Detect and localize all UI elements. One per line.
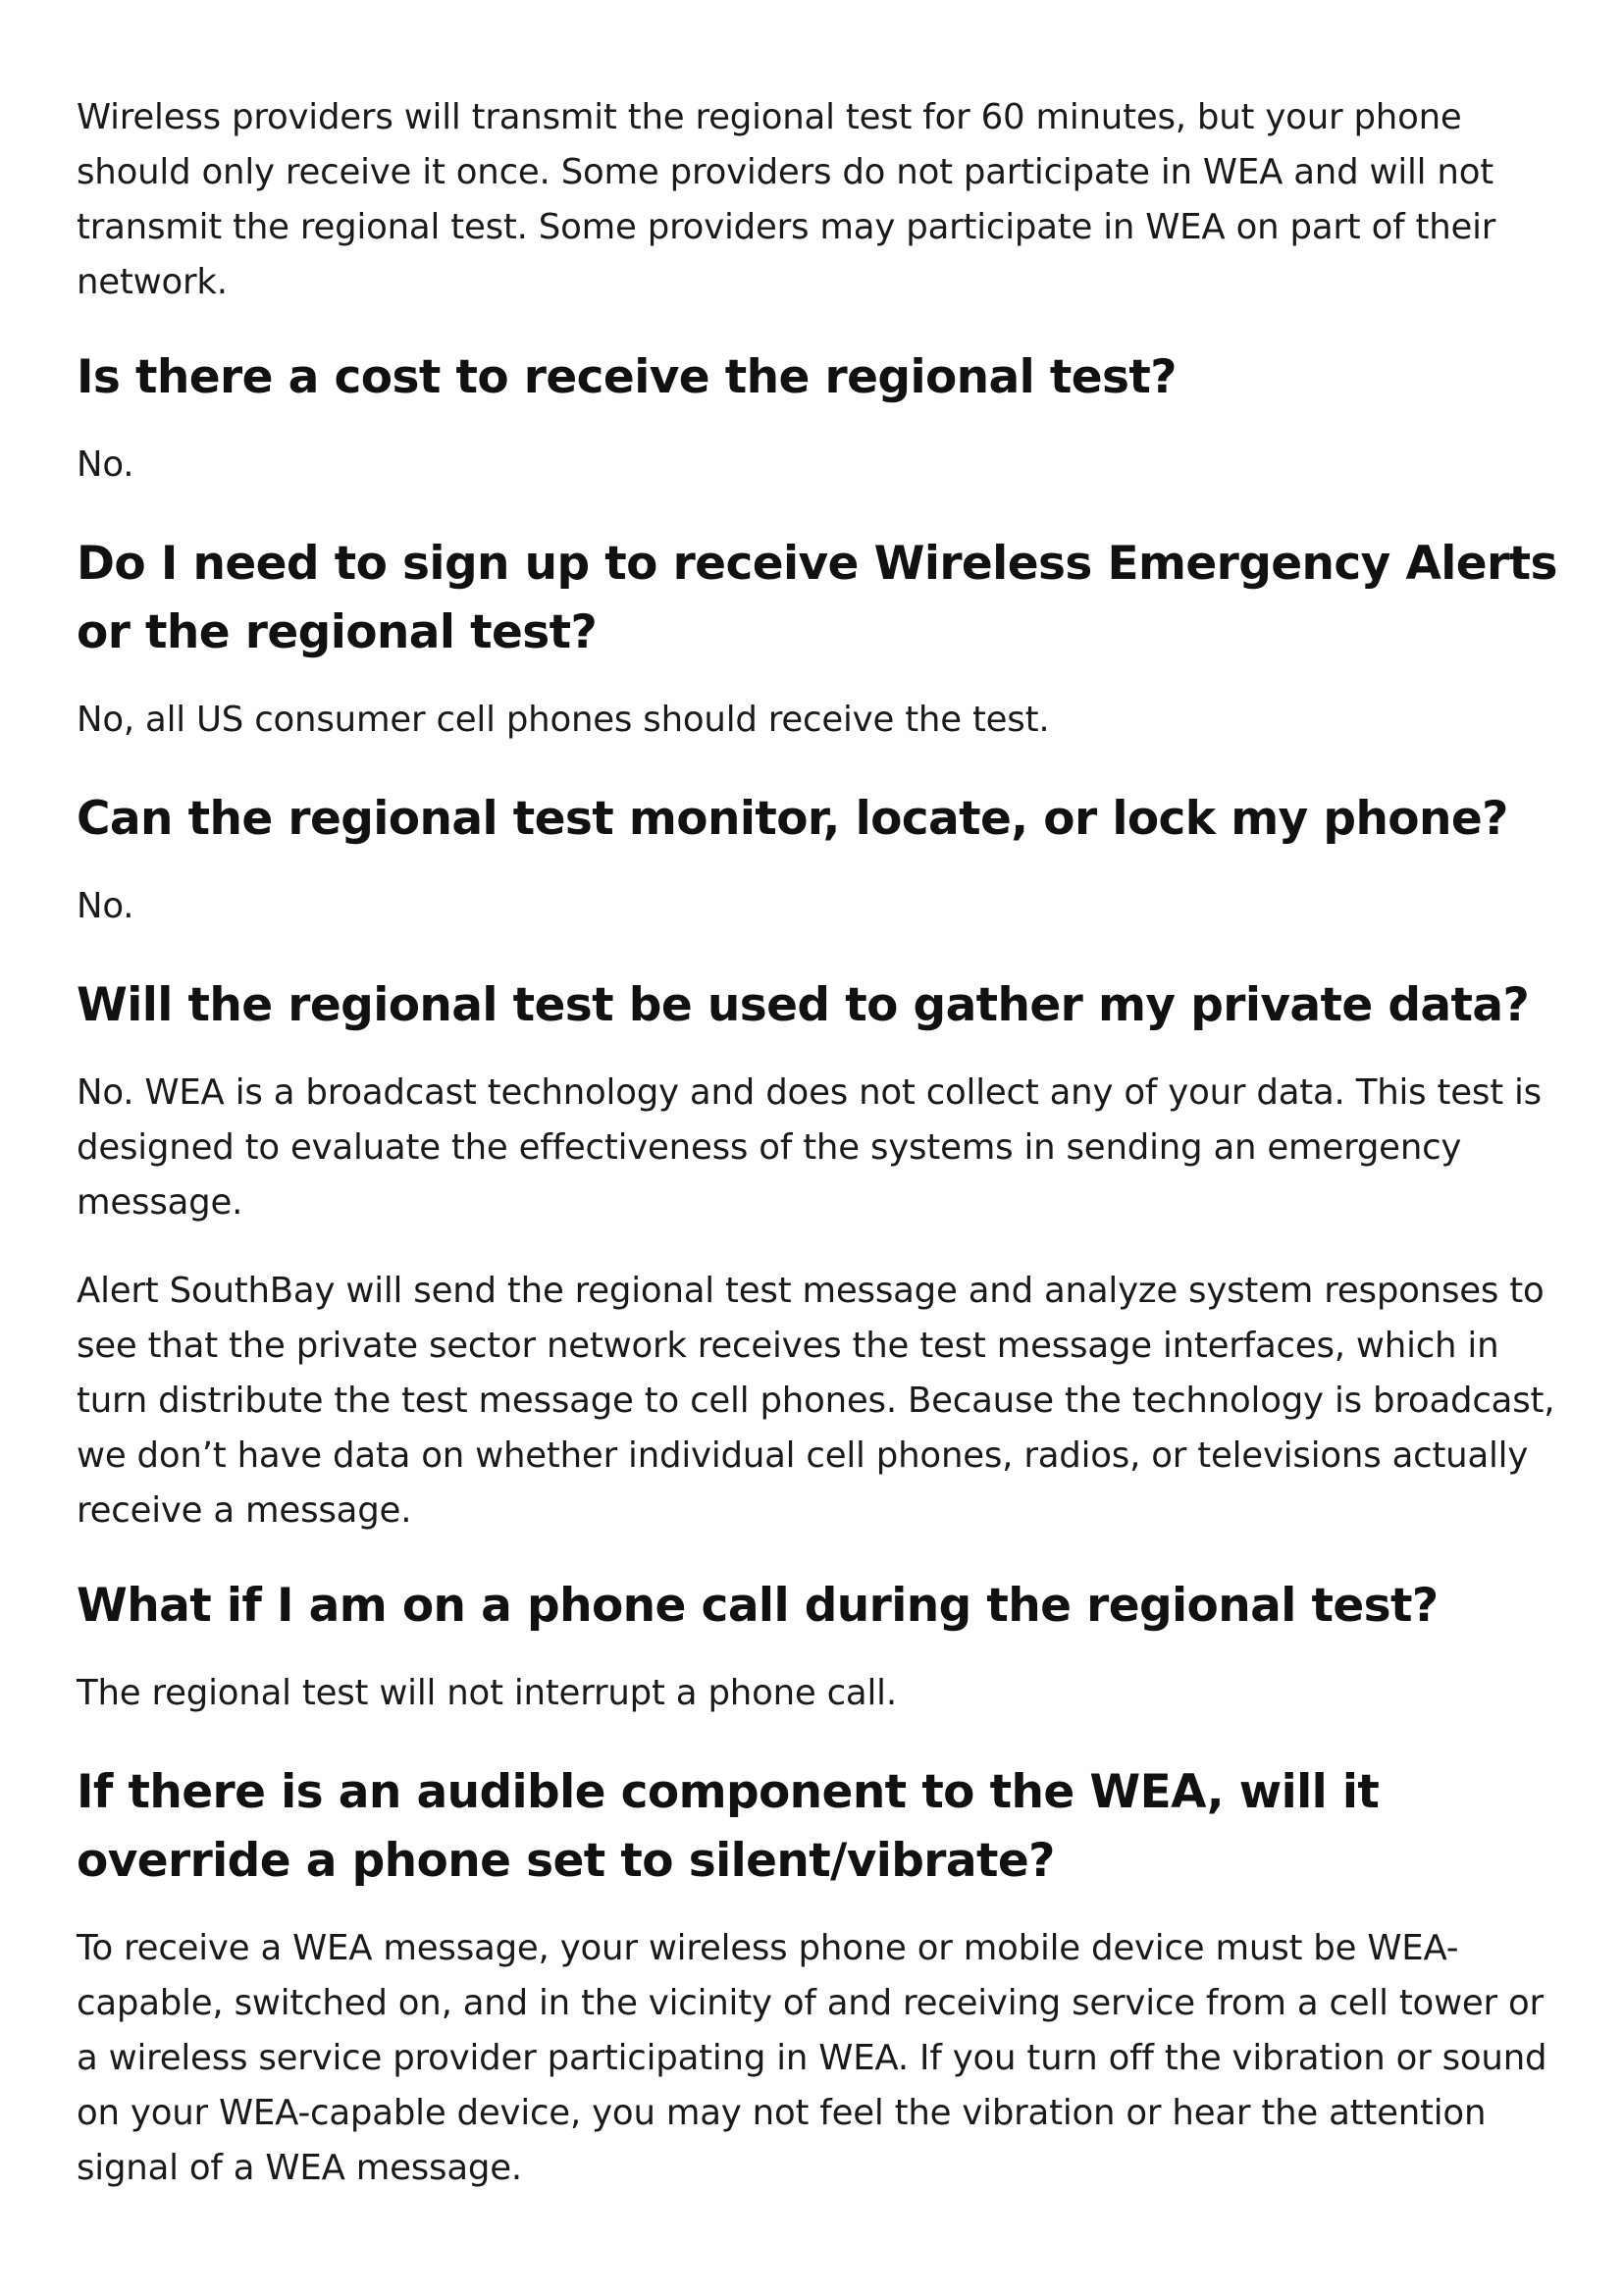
faq-question-cost: Is there a cost to receive the regional test?	[77, 350, 1177, 404]
faq-answer-phone-call: The regional test will not interrupt a phone call.	[77, 1673, 897, 1713]
faq-answer-sign-up: No, all US consumer cell phones should receive the test.	[77, 700, 1050, 740]
faq-question-monitor: Can the regional test monitor, locate, or lock my phone?	[77, 792, 1508, 846]
document-page	[77, 90, 1568, 2229]
faq-question-private-data: Will the regional test be used to gather my private data?	[77, 978, 1530, 1032]
faq-answer-private-data: No. WEA is a broadcast technology and does not collect any of your data. This test is designed to evaluate the effectiveness of the systems in sending an emergency message.	[77, 1072, 1542, 1223]
intro-paragraph: Wireless providers will transmit the regional test for 60 minutes, but your phone should only receive it once. Some providers do not participate in WEA and will not transmit the regional test. Some providers may participate in WEA on part of their network.	[77, 97, 1496, 302]
faq-answer-monitor: No.	[77, 886, 134, 926]
faq-question-silent-vibrate: If there is an audible component to the WEA, will it override a phone set to silent/vibrate?	[77, 1765, 1380, 1888]
faq-question-sign-up: Do I need to sign up to receive Wireless Emergency Alerts or the regional test?	[77, 537, 1557, 659]
faq-answer-silent-vibrate: To receive a WEA message, your wireless phone or mobile device must be WEA-capable, switched on, and in the vicinity of and receiving service from a cell tower or a wireless service provider participating in WEA. If you turn off the vibration or sound on your WEA-capable device, you may not feel the vibration or hear the attention signal of a WEA message.	[77, 1928, 1547, 2188]
faq-question-phone-call: What if I am on a phone call during the regional test?	[77, 1579, 1439, 1633]
faq-answer-private-data-detail: Alert SouthBay will send the regional test message and analyze system responses to see that the private sector network receives the test message interfaces, which in turn distribute the test message to cell phones. Because the technology is broadcast, we don’t have data on whether individual cell phones, radios, or televisions actually receive a message.	[77, 1271, 1555, 1531]
faq-answer-cost: No.	[77, 444, 134, 485]
